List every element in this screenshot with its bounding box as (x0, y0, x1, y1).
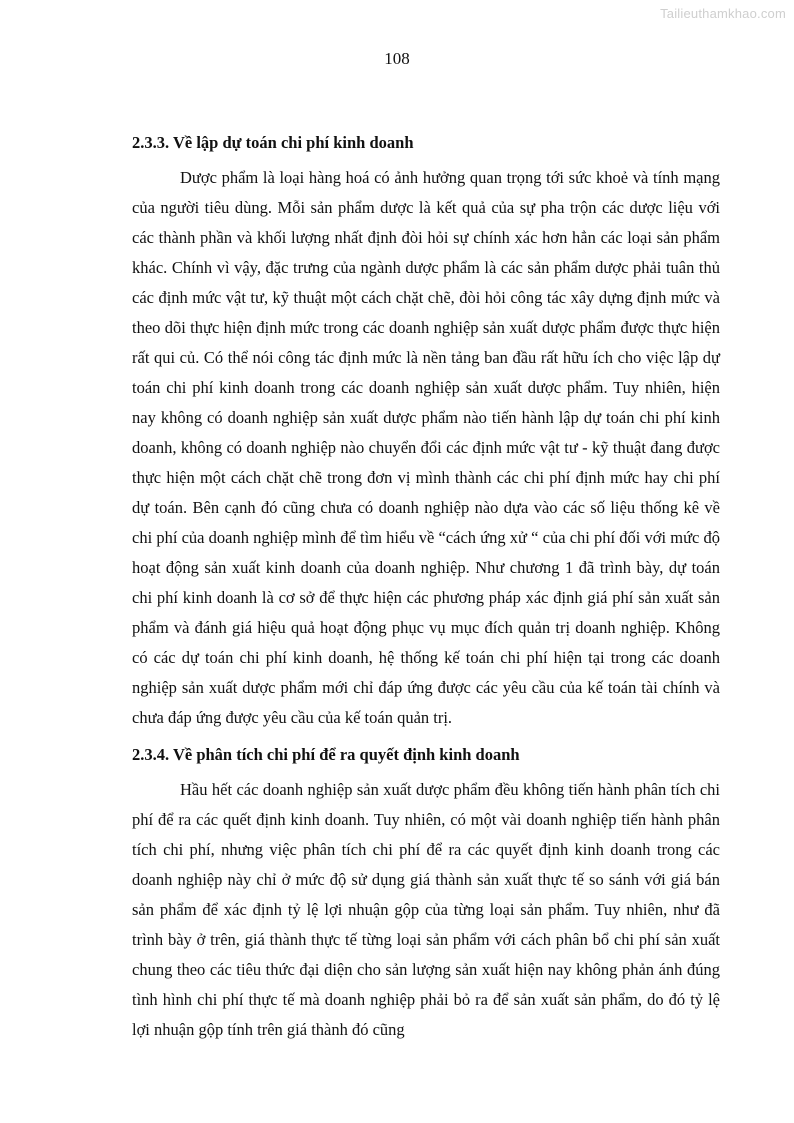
section-heading: 2.3.3. Về lập dự toán chi phí kinh doanh (132, 133, 414, 152)
body-paragraph: Hầu hết các doanh nghiệp sản xuất dược phẩm đều không tiến hành phân tích chi phí để ra các quết định kinh doanh. Tuy nhiên, có một vài doanh nghiệp tiến hành phân tích chi phí, nhưng việc phân tích chi phí để ra các quyết định kinh doanh trong các doanh nghiệp này chỉ ở mức độ sử dụng giá thành sản xuất thực tế so sánh với giá bán sản phẩm để xác định tỷ lệ lợi nhuận gộp của từng loại sản phẩm. Tuy nhiên, như đã trình bày ở trên, giá thành thực tế từng loại sản phẩm với cách phân bổ chi phí sản xuất chung theo các tiêu thức đại diện cho sản lượng sản xuất hiện nay không phản ánh đúng tình hình chi phí thực tế mà doanh nghiệp phải bỏ ra để sản xuất sản phẩm, do đó tỷ lệ lợi nhuận gộp tính trên giá thành đó cũng (132, 780, 720, 1039)
section-2-3-3 (132, 128, 720, 733)
body-paragraph: Dược phẩm là loại hàng hoá có ảnh hưởng quan trọng tới sức khoẻ và tính mạng của người tiêu dùng. Mỗi sản phẩm dược là kết quả của sự pha trộn các dược liệu với các thành phần và khối lượng nhất định đòi hỏi sự chính xác hơn hẳn các loại sản phẩm khác. Chính vì vậy, đặc trưng của ngành dược phẩm là các sản phẩm dược phải tuân thủ các định mức vật tư, kỹ thuật một cách chặt chẽ, đòi hỏi công tác xây dựng định mức và theo dõi thực hiện định mức trong các doanh nghiệp sản xuất dược phẩm được thực hiện rất qui củ. Có thể nói công tác định mức là nền tảng ban đầu rất hữu ích cho việc lập dự toán chi phí kinh doanh trong các doanh nghiệp sản xuất dược phẩm. Tuy nhiên, hiện nay không có doanh nghiệp sản xuất dược phẩm nào tiến hành lập dự toán chi phí kinh doanh, không có doanh nghiệp nào chuyển đổi các định mức vật tư - kỹ thuật đang được thực hiện một cách chặt chẽ trong đơn vị mình thành các chi phí định mức hay chi phí dự toán. Bên cạnh đó cũng chưa có doanh nghiệp nào dựa vào các số liệu thống kê về chi phí của doanh nghiệp mình để tìm hiểu về “cách ứng xử “ của chi phí đối với mức độ hoạt động sản xuất kinh doanh của doanh nghiệp. Như chương 1 đã trình bày, dự toán chi phí kinh doanh là cơ sở để thực hiện các phương pháp xác định giá phí sản xuất sản phẩm và đánh giá hiệu quả hoạt động phục vụ mục đích quản trị doanh nghiệp. Không có các dự toán chi phí kinh doanh, hệ thống kế toán chi phí hiện tại trong các doanh nghiệp sản xuất dược phẩm mới chỉ đáp ứng được các yêu cầu của kế toán tài chính và chưa đáp ứng được yêu cầu của kế toán quản trị. (132, 168, 720, 727)
document-body (132, 128, 720, 1045)
section-2-3-4 (132, 740, 720, 1045)
watermark: Tailieuthamkhao.com (660, 6, 786, 21)
section-heading: 2.3.4. Về phân tích chi phí để ra quyết định kinh doanh (132, 745, 520, 764)
page-number: 108 (384, 49, 410, 68)
